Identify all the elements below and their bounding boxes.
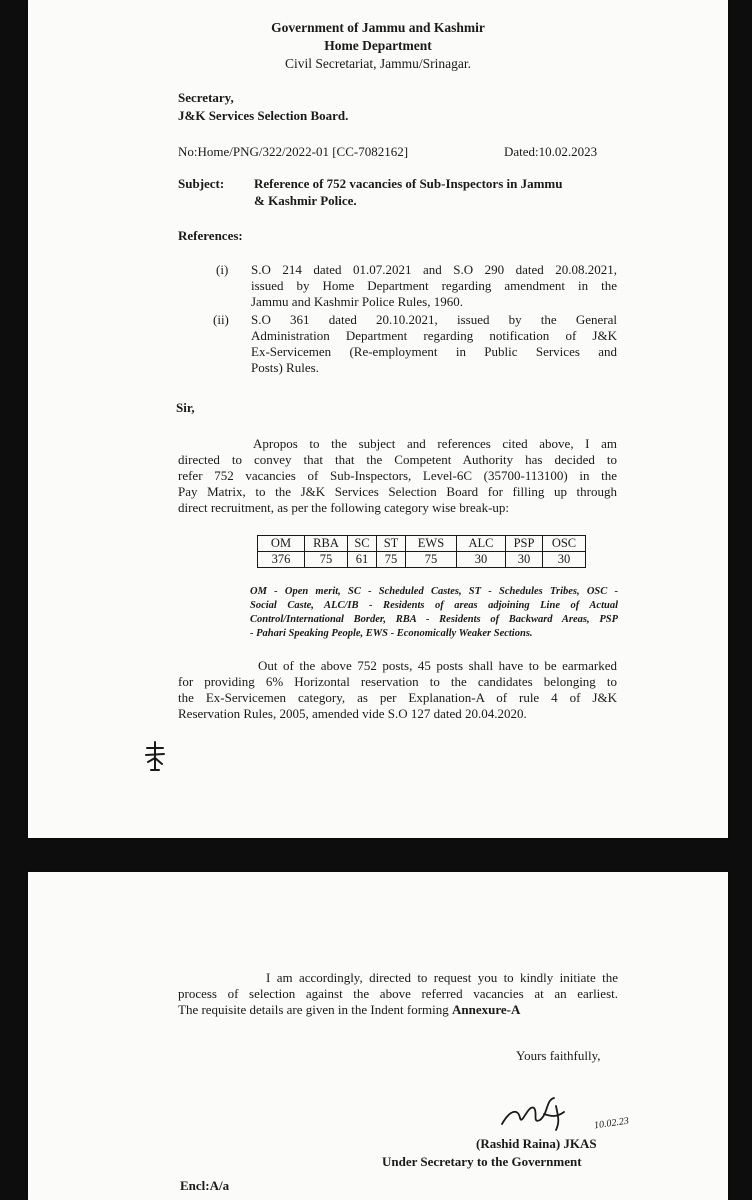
table-cell: 30: [457, 552, 506, 568]
table-cell: 61: [348, 552, 377, 568]
para3-line-3-text: The requisite details are given in the Indent forming: [178, 1002, 449, 1017]
header-government: Government of Jammu and Kashmir: [271, 20, 485, 35]
addressee-line-1: Secretary,: [178, 90, 234, 105]
reference-1-number: (i): [216, 262, 229, 277]
para3-line-2: process of selection against the above referred vacancies at an earliest.: [178, 986, 618, 1001]
letter-date: Dated:10.02.2023: [504, 144, 598, 159]
table-cell: 75: [305, 552, 348, 568]
reference-2-line-2: Administration Department regarding notification of J&K: [251, 328, 617, 343]
para1-line-3: refer 752 vacancies of Sub-Inspectors, Level-6C (35700-113100) in the: [178, 468, 617, 483]
signatory-title: Under Secretary to the Government: [382, 1154, 582, 1169]
para1-line-1: Apropos to the subject and references cited above, I am: [253, 436, 617, 451]
table-header-cell: OSC: [543, 536, 586, 552]
table-cell: 75: [406, 552, 457, 568]
enclosure-note: Encl:A/a: [180, 1178, 230, 1193]
para2-line-4: Reservation Rules, 2005, amended vide S.O 127 dated 20.04.2020.: [178, 706, 527, 721]
table-row: [258, 552, 586, 568]
reference-2-line-4: Posts) Rules.: [251, 360, 319, 375]
table-cell: 30: [543, 552, 586, 568]
table-header-row: [258, 536, 586, 552]
initials-mark-icon: [142, 740, 168, 774]
table-cell: 30: [506, 552, 543, 568]
letter-page-1: [28, 0, 728, 838]
reference-1-line-1: S.O 214 dated 01.07.2021 and S.O 290 dated 20.08.2021,: [251, 262, 617, 277]
category-breakup-table: [257, 535, 586, 568]
para1-line-5: direct recruitment, as per the following category wise break-up:: [178, 500, 510, 515]
reference-2-line-3: Ex-Servicemen (Re-employment in Public Services and: [251, 344, 617, 359]
para2-line-2: for providing 6% Horizontal reservation to the candidates belonging to: [178, 674, 617, 689]
salutation: Sir,: [176, 400, 195, 415]
reference-2-number: (ii): [213, 312, 229, 327]
table-header-cell: PSP: [506, 536, 543, 552]
para2-line-1: Out of the above 752 posts, 45 posts shall have to be earmarked: [258, 658, 617, 673]
reference-number: No:Home/PNG/322/2022-01 [CC-7082162]: [178, 144, 409, 159]
header-department: Home Department: [324, 38, 432, 53]
para3-line-3: [178, 1002, 520, 1018]
header-secretariat: Civil Secretariat, Jammu/Srinagar.: [285, 56, 471, 71]
addressee-line-2: J&K Services Selection Board.: [178, 108, 349, 123]
para1-line-4: Pay Matrix, to the J&K Services Selection Board for filling up through: [178, 484, 617, 499]
signature-date-scrawl: 10.02.23: [593, 1115, 630, 1132]
signature-icon: [498, 1094, 588, 1136]
subject-line-1: Reference of 752 vacancies of Sub-Inspectors in Jammu: [254, 176, 563, 191]
para1-line-2: directed to convey that that the Competent Authority has decided to: [178, 452, 617, 467]
legend-line-2: Social Caste, ALC/IB - Residents of areas adjoining Line of Actual: [250, 600, 618, 611]
letter-page-2: [28, 872, 728, 1200]
signatory-name: (Rashid Raina) JKAS: [476, 1136, 597, 1151]
table-header-cell: SC: [348, 536, 377, 552]
table-cell: 376: [258, 552, 305, 568]
table-header-cell: ALC: [457, 536, 506, 552]
table-header-cell: ST: [377, 536, 406, 552]
legend-line-4: - Pahari Speaking People, EWS - Economically Weaker Sections.: [250, 628, 533, 639]
reference-1-line-2: issued by Home Department regarding amendment in the: [251, 278, 617, 293]
reference-2-line-1: S.O 361 dated 20.10.2021, issued by the General: [251, 312, 617, 327]
legend-line-1: OM - Open merit, SC - Scheduled Castes, ST - Schedules Tribes, OSC -: [250, 586, 618, 597]
legend-line-3: Control/International Border, RBA - Residents of Backward Areas, PSP: [250, 614, 618, 625]
closing-yours-faithfully: Yours faithfully,: [516, 1048, 601, 1063]
table-cell: 75: [377, 552, 406, 568]
annexure-label: Annexure-A: [452, 1002, 521, 1017]
reference-1-line-3: Jammu and Kashmir Police Rules, 1960.: [251, 294, 463, 309]
para3-line-1: I am accordingly, directed to request you to kindly initiate the: [266, 970, 618, 985]
table-header-cell: OM: [258, 536, 305, 552]
references-heading: References:: [178, 228, 243, 243]
subject-label: Subject:: [178, 176, 225, 191]
subject-line-2: & Kashmir Police.: [254, 193, 357, 208]
table-header-cell: RBA: [305, 536, 348, 552]
table-header-cell: EWS: [406, 536, 457, 552]
para2-line-3: the Ex-Servicemen category, as per Explanation-A of rule 4 of J&K: [178, 690, 617, 705]
